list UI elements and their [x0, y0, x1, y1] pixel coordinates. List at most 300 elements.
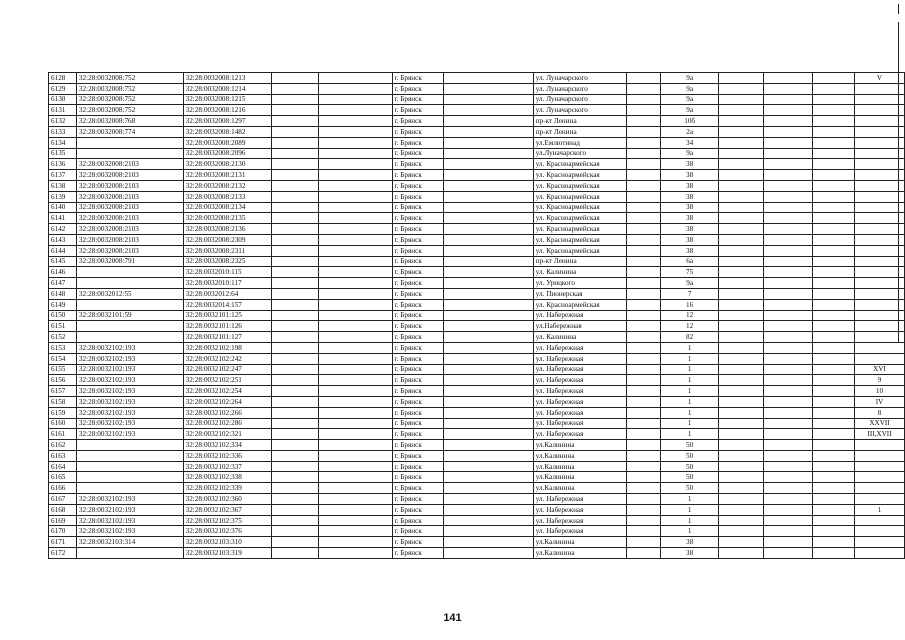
- table-cell: 32:28:0032008:752: [76, 83, 183, 94]
- table-cell: 6146: [49, 267, 77, 278]
- table-row: [49, 504, 905, 515]
- table-cell: [763, 256, 813, 267]
- table-cell: 32:28:0032008:2103: [76, 191, 183, 202]
- table-cell: [813, 180, 855, 191]
- table-cell: 50: [661, 483, 719, 494]
- table-cell: 38: [661, 537, 719, 548]
- table-cell: [813, 526, 855, 537]
- table-cell: [626, 299, 661, 310]
- table-cell: 1: [661, 526, 719, 537]
- table-row: [49, 73, 905, 84]
- table-cell: [626, 73, 661, 84]
- table-cell: 1: [661, 515, 719, 526]
- table-cell: [272, 440, 319, 451]
- table-cell: [272, 94, 319, 105]
- table-cell: г. Брянск: [392, 234, 444, 245]
- table-cell: [813, 191, 855, 202]
- table-cell: [626, 148, 661, 159]
- table-cell: 32:28:0032008:768: [76, 116, 183, 127]
- table-cell: 38: [661, 191, 719, 202]
- table-cell: [626, 429, 661, 440]
- table-cell: 6169: [49, 515, 77, 526]
- table-cell: 32:28:0032102:242: [183, 353, 272, 364]
- table-cell: 38: [661, 234, 719, 245]
- table-cell: 32:28:0032102:193: [76, 418, 183, 429]
- table-cell: 9а: [661, 83, 719, 94]
- table-cell: [272, 148, 319, 159]
- table-cell: [444, 483, 533, 494]
- table-row: [49, 353, 905, 364]
- table-cell: [718, 180, 763, 191]
- table-cell: г. Брянск: [392, 224, 444, 235]
- table-cell: [813, 278, 855, 289]
- table-cell: 32:28:0032102:375: [183, 515, 272, 526]
- table-cell: 6148: [49, 288, 77, 299]
- table-row: [49, 159, 905, 170]
- table-cell: 32:28:0032102:193: [76, 429, 183, 440]
- table-cell: [718, 440, 763, 451]
- table-cell: [272, 418, 319, 429]
- table-cell: 6153: [49, 342, 77, 353]
- table-row: [49, 386, 905, 397]
- table-cell: 32:28:0032102:334: [183, 440, 272, 451]
- table-cell: [855, 494, 905, 505]
- table-cell: [763, 105, 813, 116]
- table-cell: [763, 267, 813, 278]
- table-cell: [763, 526, 813, 537]
- table-cell: 38: [661, 170, 719, 181]
- table-cell: г. Брянск: [392, 73, 444, 84]
- table-cell: [626, 137, 661, 148]
- table-row: [49, 202, 905, 213]
- table-cell: [444, 310, 533, 321]
- table-cell: [718, 353, 763, 364]
- table-cell: [626, 461, 661, 472]
- table-cell: ул. Набережная: [533, 396, 626, 407]
- table-cell: [319, 364, 392, 375]
- table-cell: 32:28:0032014:157: [183, 299, 272, 310]
- table-cell: [855, 159, 905, 170]
- table-cell: г. Брянск: [392, 353, 444, 364]
- table-cell: [813, 504, 855, 515]
- table-cell: [813, 342, 855, 353]
- table-cell: 6145: [49, 256, 77, 267]
- table-cell: 75: [661, 267, 719, 278]
- table-cell: 6163: [49, 450, 77, 461]
- table-cell: 6133: [49, 126, 77, 137]
- table-cell: 6131: [49, 105, 77, 116]
- table-cell: [319, 321, 392, 332]
- table-cell: [718, 418, 763, 429]
- table-cell: ул. Набережная: [533, 494, 626, 505]
- table-row: [49, 278, 905, 289]
- table-cell: 32:28:0032008:1214: [183, 83, 272, 94]
- table-cell: [626, 483, 661, 494]
- table-cell: 1: [661, 494, 719, 505]
- table-cell: [444, 396, 533, 407]
- table-cell: [718, 288, 763, 299]
- table-cell: [718, 256, 763, 267]
- table-cell: [718, 310, 763, 321]
- table-cell: [444, 364, 533, 375]
- table-cell: [855, 126, 905, 137]
- table-cell: [718, 105, 763, 116]
- table-cell: [626, 494, 661, 505]
- table-cell: 6136: [49, 159, 77, 170]
- table-cell: г. Брянск: [392, 548, 444, 559]
- table-cell: [763, 386, 813, 397]
- table-cell: 6168: [49, 504, 77, 515]
- table-cell: [319, 202, 392, 213]
- table-cell: 32:28:0032008:2096: [183, 148, 272, 159]
- table-cell: 10б: [661, 116, 719, 127]
- table-cell: [319, 353, 392, 364]
- table-cell: 10: [855, 386, 905, 397]
- table-cell: [76, 299, 183, 310]
- table-cell: [855, 83, 905, 94]
- table-cell: 38: [661, 548, 719, 559]
- table-cell: [855, 440, 905, 451]
- table-cell: ул.Емлютинад: [533, 137, 626, 148]
- table-cell: [718, 407, 763, 418]
- table-cell: ул.Калинина: [533, 440, 626, 451]
- table-row: [49, 83, 905, 94]
- table-cell: [763, 407, 813, 418]
- table-cell: ул. Набережная: [533, 386, 626, 397]
- table-row: [49, 105, 905, 116]
- table-cell: 32:28:0032008:2131: [183, 170, 272, 181]
- table-cell: 1: [661, 429, 719, 440]
- table-cell: 32:28:0032102:193: [76, 375, 183, 386]
- table-cell: [444, 450, 533, 461]
- table-cell: г. Брянск: [392, 364, 444, 375]
- table-cell: [813, 116, 855, 127]
- table-cell: [319, 256, 392, 267]
- table-cell: [813, 137, 855, 148]
- table-row: [49, 342, 905, 353]
- table-cell: 32:28:0032008:2135: [183, 213, 272, 224]
- table-cell: 32:28:0032101:59: [76, 310, 183, 321]
- table-cell: 1: [661, 407, 719, 418]
- table-cell: г. Брянск: [392, 321, 444, 332]
- table-cell: [444, 353, 533, 364]
- table-cell: 1: [661, 418, 719, 429]
- table-cell: г. Брянск: [392, 278, 444, 289]
- table-cell: [319, 299, 392, 310]
- table-cell: [855, 202, 905, 213]
- table-cell: XXVII: [855, 418, 905, 429]
- table-row: [49, 375, 905, 386]
- table-cell: г. Брянск: [392, 202, 444, 213]
- table-cell: [763, 429, 813, 440]
- table-row: [49, 180, 905, 191]
- table-cell: [763, 440, 813, 451]
- table-cell: [272, 472, 319, 483]
- table-cell: ул. Красноармейская: [533, 180, 626, 191]
- table-cell: [626, 342, 661, 353]
- table-cell: 32:28:0032102:193: [76, 353, 183, 364]
- table-row: [49, 396, 905, 407]
- table-cell: [444, 461, 533, 472]
- table-cell: III,XVII: [855, 429, 905, 440]
- table-cell: 32:28:0032008:1482: [183, 126, 272, 137]
- table-cell: ул. Набережная: [533, 375, 626, 386]
- table-cell: 6154: [49, 353, 77, 364]
- table-cell: 6а: [661, 256, 719, 267]
- table-row: [49, 299, 905, 310]
- table-cell: [272, 429, 319, 440]
- table-cell: 6141: [49, 213, 77, 224]
- table-cell: 32:28:0032008:2103: [76, 245, 183, 256]
- table-cell: [319, 180, 392, 191]
- table-cell: [319, 310, 392, 321]
- table-cell: [763, 126, 813, 137]
- table-cell: [319, 137, 392, 148]
- table-cell: [813, 245, 855, 256]
- table-cell: ул. Луначарского: [533, 94, 626, 105]
- table-cell: 6157: [49, 386, 77, 397]
- table-cell: [76, 483, 183, 494]
- table-cell: [444, 526, 533, 537]
- table-cell: [855, 256, 905, 267]
- table-cell: [444, 537, 533, 548]
- table-cell: 6134: [49, 137, 77, 148]
- table-cell: [763, 515, 813, 526]
- table-cell: [272, 548, 319, 559]
- table-cell: [718, 526, 763, 537]
- table-cell: 6172: [49, 548, 77, 559]
- table-cell: [626, 364, 661, 375]
- table-row: [49, 515, 905, 526]
- table-cell: [444, 213, 533, 224]
- table-cell: [813, 310, 855, 321]
- table-cell: 32:28:0032102:337: [183, 461, 272, 472]
- table-cell: [626, 116, 661, 127]
- table-cell: ул. Красноармейская: [533, 170, 626, 181]
- table-cell: [718, 321, 763, 332]
- table-cell: 32:28:0032102:321: [183, 429, 272, 440]
- table-cell: 32:28:0032102:376: [183, 526, 272, 537]
- table-row: [49, 332, 905, 343]
- table-cell: ул. Набережная: [533, 526, 626, 537]
- table-cell: г. Брянск: [392, 213, 444, 224]
- table-cell: [813, 472, 855, 483]
- table-cell: [626, 245, 661, 256]
- table-cell: 9: [855, 375, 905, 386]
- table-cell: 32:28:0032008:2103: [76, 180, 183, 191]
- table-cell: ул. Луначарского: [533, 73, 626, 84]
- table-cell: 32:28:0032008:2133: [183, 191, 272, 202]
- table-cell: [763, 159, 813, 170]
- table-cell: 32:28:0032008:2103: [76, 224, 183, 235]
- table-cell: пр-кт Ленина: [533, 126, 626, 137]
- table-cell: [626, 267, 661, 278]
- table-cell: ул. Набережная: [533, 429, 626, 440]
- table-cell: 6147: [49, 278, 77, 289]
- table-cell: [855, 299, 905, 310]
- table-cell: [763, 180, 813, 191]
- table-cell: [763, 288, 813, 299]
- table-cell: 6167: [49, 494, 77, 505]
- table-cell: г. Брянск: [392, 94, 444, 105]
- table-cell: [272, 342, 319, 353]
- table-cell: [626, 450, 661, 461]
- table-row: [49, 170, 905, 181]
- table-cell: 32:28:0032102:360: [183, 494, 272, 505]
- table-cell: [763, 461, 813, 472]
- table-cell: [855, 191, 905, 202]
- table-cell: [76, 278, 183, 289]
- table-cell: ул. Красноармейская: [533, 213, 626, 224]
- table-cell: 32:28:0032008:2103: [76, 170, 183, 181]
- table-cell: [319, 472, 392, 483]
- table-cell: 32:28:0032008:752: [76, 94, 183, 105]
- table-cell: [763, 396, 813, 407]
- table-cell: 6149: [49, 299, 77, 310]
- table-row: [49, 429, 905, 440]
- table-cell: [718, 116, 763, 127]
- table-cell: 1: [661, 364, 719, 375]
- table-cell: [626, 288, 661, 299]
- table-cell: 6160: [49, 418, 77, 429]
- table-cell: 6162: [49, 440, 77, 451]
- table-cell: [319, 234, 392, 245]
- table-cell: [76, 321, 183, 332]
- table-row: [49, 234, 905, 245]
- table-cell: г. Брянск: [392, 126, 444, 137]
- table-cell: [763, 278, 813, 289]
- table-cell: ул.Калинина: [533, 483, 626, 494]
- table-cell: [319, 245, 392, 256]
- table-cell: [763, 234, 813, 245]
- table-row: [49, 310, 905, 321]
- table-cell: [444, 224, 533, 235]
- table-cell: г. Брянск: [392, 429, 444, 440]
- table-cell: [626, 548, 661, 559]
- table-cell: 6143: [49, 234, 77, 245]
- table-cell: [763, 116, 813, 127]
- table-cell: [272, 191, 319, 202]
- table-cell: [813, 353, 855, 364]
- table-cell: [813, 234, 855, 245]
- table-cell: [855, 310, 905, 321]
- table-cell: 32:28:0032008:2134: [183, 202, 272, 213]
- table-cell: [444, 386, 533, 397]
- table-cell: [272, 321, 319, 332]
- table-cell: [272, 234, 319, 245]
- table-cell: [813, 170, 855, 181]
- table-row: [49, 494, 905, 505]
- table-cell: [855, 234, 905, 245]
- table-cell: пр-кт Ленина: [533, 116, 626, 127]
- table-cell: [272, 288, 319, 299]
- table-cell: 32:28:0032102:336: [183, 450, 272, 461]
- table-cell: 32:28:0032102:193: [76, 364, 183, 375]
- table-row: [49, 450, 905, 461]
- table-cell: [855, 148, 905, 159]
- table-cell: [319, 83, 392, 94]
- table-cell: [763, 148, 813, 159]
- table-cell: ул. Набережная: [533, 515, 626, 526]
- table-row: [49, 224, 905, 235]
- table-cell: [272, 386, 319, 397]
- table-cell: [319, 105, 392, 116]
- table-cell: [444, 321, 533, 332]
- table-cell: г. Брянск: [392, 105, 444, 116]
- table-cell: 38: [661, 245, 719, 256]
- table-cell: ул.Калинина: [533, 450, 626, 461]
- table-cell: [763, 342, 813, 353]
- table-cell: [718, 191, 763, 202]
- table-row: [49, 537, 905, 548]
- table-cell: 1: [661, 342, 719, 353]
- table-cell: [813, 213, 855, 224]
- table-cell: [763, 483, 813, 494]
- table-cell: [272, 407, 319, 418]
- table-cell: г. Брянск: [392, 494, 444, 505]
- table-cell: ул.Набережная: [533, 321, 626, 332]
- table-cell: г. Брянск: [392, 148, 444, 159]
- table-cell: ул. Набережная: [533, 310, 626, 321]
- table-cell: [855, 94, 905, 105]
- table-cell: 1: [661, 375, 719, 386]
- table-cell: [444, 407, 533, 418]
- table-cell: [763, 213, 813, 224]
- table-cell: [272, 267, 319, 278]
- table-cell: 6132: [49, 116, 77, 127]
- table-cell: ул. Красноармейская: [533, 299, 626, 310]
- table-cell: [855, 450, 905, 461]
- table-cell: г. Брянск: [392, 299, 444, 310]
- table-cell: 6135: [49, 148, 77, 159]
- table-cell: 50: [661, 472, 719, 483]
- table-cell: [444, 332, 533, 343]
- table-cell: [718, 137, 763, 148]
- table-cell: [444, 418, 533, 429]
- table-cell: [813, 94, 855, 105]
- table-cell: [763, 450, 813, 461]
- table-row: [49, 191, 905, 202]
- table-cell: [319, 126, 392, 137]
- table-cell: [272, 116, 319, 127]
- table-cell: ул.Калинина: [533, 548, 626, 559]
- table-cell: [272, 396, 319, 407]
- table-cell: [626, 105, 661, 116]
- table-cell: [855, 116, 905, 127]
- table-cell: [444, 105, 533, 116]
- table-cell: [626, 504, 661, 515]
- table-row: [49, 245, 905, 256]
- table-cell: г. Брянск: [392, 180, 444, 191]
- table-cell: [319, 342, 392, 353]
- table-cell: [626, 278, 661, 289]
- table-cell: пр-кт Ленина: [533, 256, 626, 267]
- table-cell: [855, 461, 905, 472]
- table-cell: [319, 461, 392, 472]
- table-cell: [813, 73, 855, 84]
- table-cell: [763, 375, 813, 386]
- table-cell: [855, 137, 905, 148]
- table-cell: [813, 83, 855, 94]
- table-cell: 32:28:0032102:338: [183, 472, 272, 483]
- table-cell: [272, 483, 319, 494]
- table-cell: [763, 137, 813, 148]
- table-cell: 6128: [49, 73, 77, 84]
- table-cell: [76, 332, 183, 343]
- table-row: [49, 267, 905, 278]
- table-cell: ул. Набережная: [533, 407, 626, 418]
- table-cell: 6170: [49, 526, 77, 537]
